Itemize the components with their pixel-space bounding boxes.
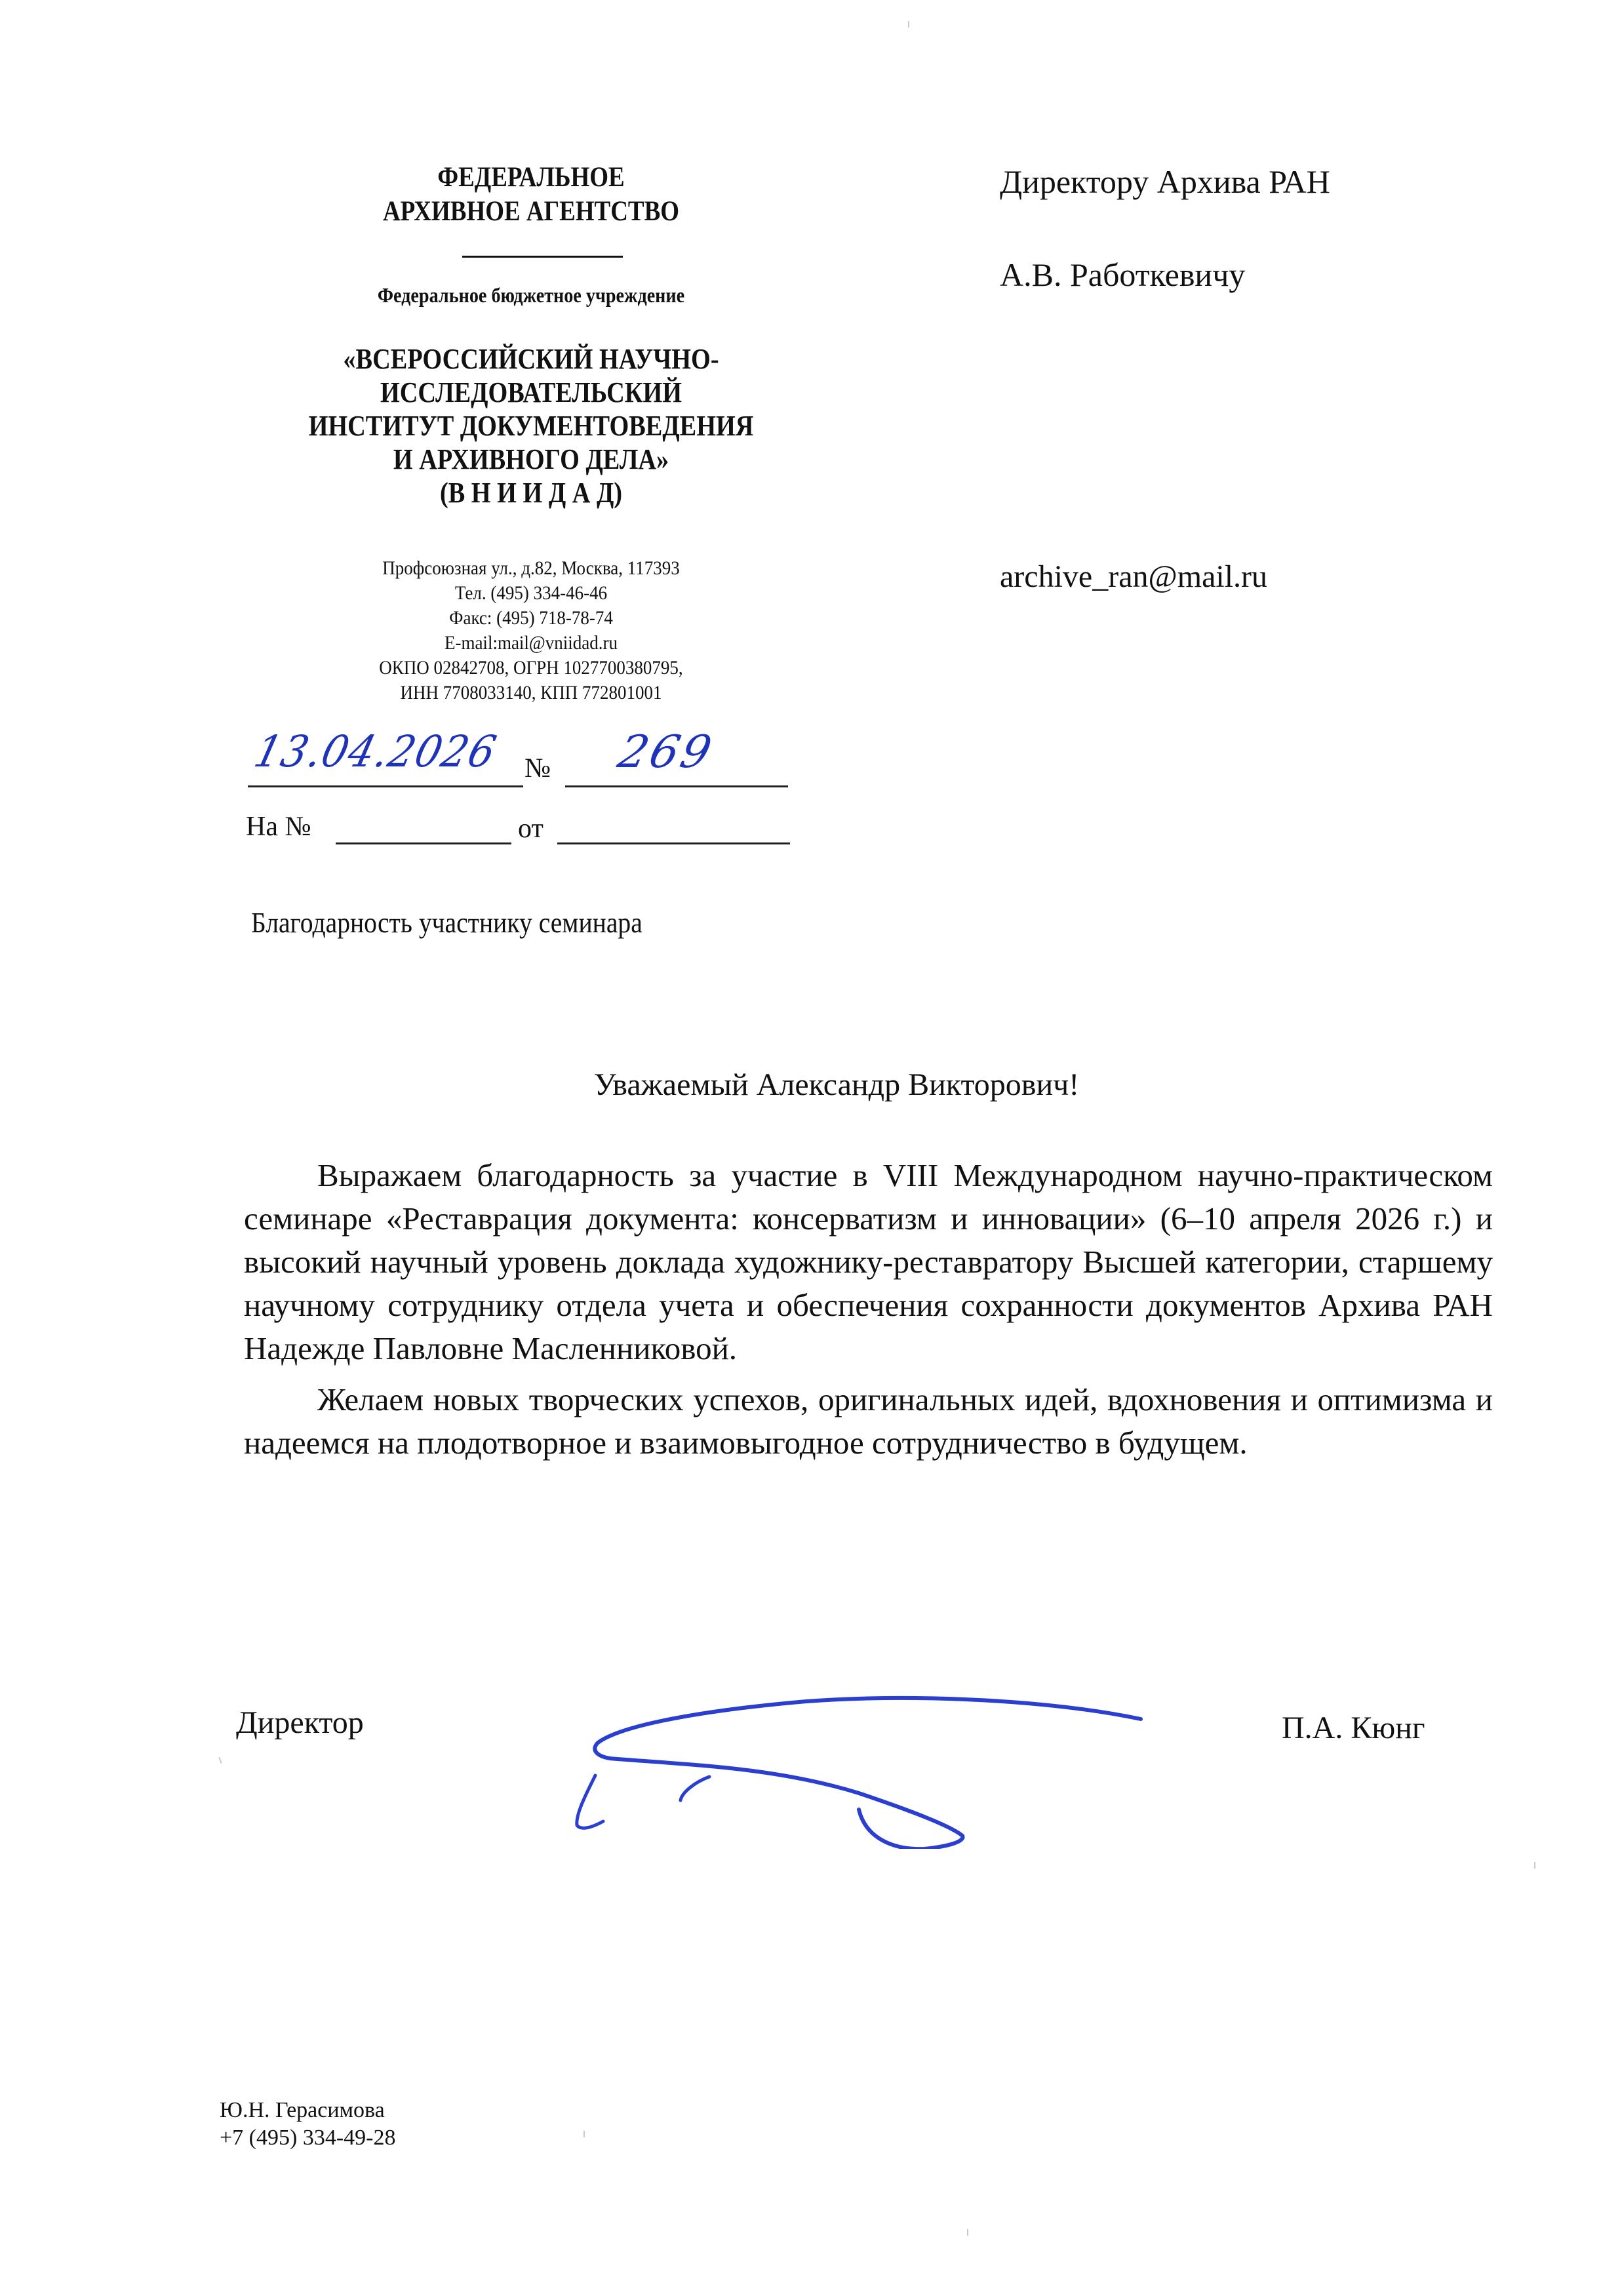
organization-name [257, 342, 804, 509]
scan-speck [908, 21, 909, 28]
signature-stroke-main [595, 1698, 1141, 1849]
org-line-2: ИССЛЕДОВАТЕЛЬСКИЙ [380, 376, 682, 408]
letter-subject: Благодарность участнику семинара [251, 907, 642, 939]
scan-speck [583, 2131, 585, 2137]
organization-contacts [277, 556, 785, 705]
registry-codes-2: ИНН 7708033140, КПП 772801001 [400, 682, 662, 703]
registry-codes-1: ОКПО 02842708, ОГРН 1027700380795, [379, 657, 683, 679]
body-paragraph-2: Желаем новых творческих успехов, оригинальных идей, вдохновения и оптимизма и надеемся на плодотворное и взаимовыгодное сотрудничество в будущем. [244, 1381, 1493, 1461]
agency-line-2: АРХИВНОЕ АГЕНТСТВО [382, 196, 680, 227]
letterhead-divider [462, 256, 623, 258]
agency-line-1: ФЕДЕРАЛЬНОЕ [437, 162, 625, 193]
registration-number-underline [565, 785, 788, 787]
phone: Тел. (495) 334-46-46 [454, 582, 608, 604]
body-paragraph-1: Выражаем благодарность за участие в VIII Международном научно-практическом семинаре «Реставрация документа: консерватизм и инновации» (6–10 апреля 2026 г.) и высокий научный уровень доклада художнику-реставратору Высшей категории, старшему научному сотруднику отдела учета и обеспечения сохранности документов Архива РАН Надежде Павловне Масленниковой. [244, 1157, 1493, 1366]
letterhead-agency [288, 161, 774, 229]
reference-number-label: На № [246, 812, 311, 842]
addressee-email: archive_ran@mail.ru [1000, 559, 1268, 594]
executor-name: Ю.Н. Герасимова [220, 2098, 385, 2122]
address: Профсоюзная ул., д.82, Москва, 117393 [382, 557, 680, 579]
registration-number-label: № [524, 753, 551, 783]
scan-speck [1534, 1862, 1535, 1869]
signer-name: П.А. Кюнг [1282, 1711, 1425, 1745]
addressee-name: А.В. Работкевичу [1000, 256, 1246, 293]
registration-number-handwritten: 269 [613, 726, 719, 778]
signer-title: Директор [236, 1705, 364, 1740]
executor-info [220, 2097, 395, 2152]
reference-number-blank [336, 842, 511, 844]
letter-body [244, 1154, 1493, 1473]
institution-type: Федеральное бюджетное учреждение [377, 283, 685, 307]
signature-stroke-mid [681, 1777, 709, 1800]
addressee-position: Директору Архива РАН [1000, 163, 1330, 200]
org-line-1: «ВСЕРОССИЙСКИЙ НАУЧНО- [343, 343, 719, 375]
scan-speck [218, 1757, 222, 1764]
org-line-3: ИНСТИТУТ ДОКУМЕНТОВЕДЕНИЯ [308, 410, 754, 442]
signature-stroke-left [577, 1775, 603, 1828]
registration-date-handwritten: 13.04.2026 [249, 726, 502, 777]
org-abbreviation: (В Н И И Д А Д) [439, 477, 623, 509]
registration-date-underline [248, 785, 523, 787]
scan-speck [967, 2229, 968, 2236]
fax: Факс: (495) 718-78-74 [449, 607, 613, 629]
email: E-mail:mail@vniidad.ru [444, 632, 618, 654]
reference-date-blank [557, 842, 790, 844]
org-line-4: И АРХИВНОГО ДЕЛА» [393, 443, 669, 475]
executor-phone: +7 (495) 334-49-28 [220, 2126, 396, 2150]
handwritten-signature [557, 1665, 1147, 1849]
reference-date-label: от [518, 814, 544, 844]
salutation: Уважаемый Александр Викторович! [593, 1067, 1080, 1102]
